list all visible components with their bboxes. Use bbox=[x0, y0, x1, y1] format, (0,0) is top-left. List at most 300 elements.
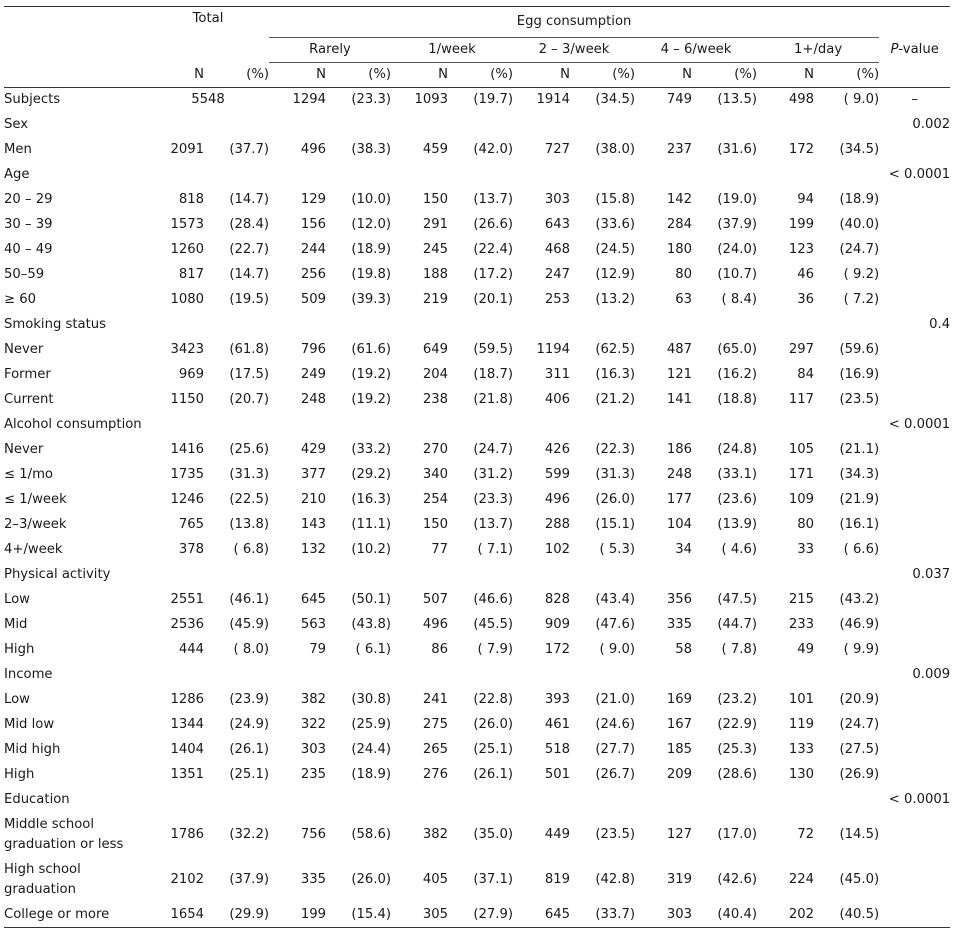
header-egg-consumption: Egg consumption bbox=[269, 7, 879, 38]
row-label: High school graduation bbox=[4, 861, 81, 897]
cell-n: 297 bbox=[788, 342, 815, 357]
cell-n: 1093 bbox=[414, 92, 449, 108]
cell-pct: (46.1) bbox=[229, 592, 270, 607]
cell-pct: ( 7.8) bbox=[721, 642, 758, 657]
cell-n: 46 bbox=[797, 267, 815, 282]
row-label: Low bbox=[4, 592, 30, 607]
cell-pct: (30.8) bbox=[351, 692, 392, 707]
cell-n: 119 bbox=[788, 717, 815, 732]
cell-n: 1286 bbox=[170, 692, 204, 707]
cell-n: 265 bbox=[422, 742, 449, 757]
cell-n: 79 bbox=[309, 642, 327, 657]
cell-pct: (18.9) bbox=[351, 242, 392, 257]
section-header-row bbox=[4, 412, 950, 437]
header-pct: (%) bbox=[490, 67, 514, 82]
subjects-total: 5548 bbox=[191, 92, 225, 108]
cell-pct: (39.3) bbox=[351, 292, 392, 307]
section-label: Physical activity bbox=[4, 567, 111, 582]
row-label: ≤ 1/mo bbox=[4, 467, 53, 482]
cell-n: 172 bbox=[788, 142, 815, 157]
cell-pct: (46.9) bbox=[839, 617, 880, 632]
cell-n: 180 bbox=[666, 242, 693, 257]
cell-pct: (13.7) bbox=[473, 192, 514, 207]
cell-pct: (16.1) bbox=[839, 517, 880, 532]
cell-pvalue-empty bbox=[879, 262, 950, 287]
cell-pct: (20.7) bbox=[229, 392, 270, 407]
cell-pct: (38.3) bbox=[351, 142, 392, 157]
header-pct: (%) bbox=[368, 67, 392, 82]
cell-pct: (23.3) bbox=[473, 492, 514, 507]
cell-pct: (16.3) bbox=[595, 367, 636, 382]
cell-pct: (31.2) bbox=[473, 467, 514, 482]
cell-pct: (21.8) bbox=[473, 392, 514, 407]
cell-n: 80 bbox=[797, 517, 815, 532]
cell-pvalue-empty bbox=[879, 762, 950, 787]
cell-n: 188 bbox=[422, 267, 449, 282]
cell-pct: (40.4) bbox=[717, 906, 758, 922]
cell-n: 245 bbox=[422, 242, 449, 257]
cell-pct: (28.4) bbox=[229, 217, 270, 232]
cell-pct: (25.9) bbox=[351, 717, 392, 732]
table-row bbox=[4, 212, 950, 237]
cell-n: 819 bbox=[544, 872, 571, 887]
cell-n: 199 bbox=[300, 906, 327, 922]
cell-pct: (43.2) bbox=[839, 592, 880, 607]
row-label: ≥ 60 bbox=[4, 292, 37, 307]
cell-pct: (18.9) bbox=[351, 767, 392, 782]
cell-pct: (13.7) bbox=[473, 517, 514, 532]
cell-n: 80 bbox=[675, 267, 693, 282]
cell-pvalue-empty bbox=[879, 512, 950, 537]
cell-n: 1246 bbox=[170, 492, 204, 507]
cell-n: 238 bbox=[422, 392, 449, 407]
section-label: Age bbox=[4, 167, 30, 182]
cell-pct: (17.5) bbox=[229, 367, 270, 382]
cell-n: 34 bbox=[675, 542, 693, 557]
header-n: N bbox=[438, 67, 449, 82]
cell-n: 496 bbox=[544, 492, 571, 507]
cell-n: 171 bbox=[788, 467, 815, 482]
cell-n: 498 bbox=[788, 92, 815, 108]
header-total: Total bbox=[192, 11, 224, 26]
cell-pvalue-empty bbox=[879, 437, 950, 462]
table-row bbox=[4, 537, 950, 562]
cell-pct: (19.2) bbox=[351, 392, 392, 407]
cell-pct: (25.1) bbox=[229, 767, 270, 782]
cell-pct: (37.7) bbox=[229, 142, 270, 157]
table-row bbox=[4, 712, 950, 737]
cell-pct: ( 6.6) bbox=[843, 542, 880, 557]
section-pvalue: 0.002 bbox=[912, 117, 951, 132]
cell-n: 1573 bbox=[170, 217, 204, 232]
cell-n: 141 bbox=[666, 392, 693, 407]
cell-n: 599 bbox=[544, 467, 571, 482]
cell-pct: ( 8.4) bbox=[721, 292, 758, 307]
cell-pvalue-empty bbox=[879, 187, 950, 212]
cell-pct: (42.8) bbox=[595, 872, 636, 887]
table-row bbox=[4, 612, 950, 637]
cell-n: 288 bbox=[544, 517, 571, 532]
cell-n: 219 bbox=[422, 292, 449, 307]
cell-n: 406 bbox=[544, 392, 571, 407]
cell-pct: (10.2) bbox=[351, 542, 392, 557]
cell-pct: (45.9) bbox=[229, 617, 270, 632]
row-label: Subjects bbox=[4, 92, 61, 108]
cell-pct: (34.5) bbox=[595, 92, 636, 108]
cell-pct: (10.0) bbox=[351, 192, 392, 207]
cell-n: 1294 bbox=[292, 92, 327, 108]
cell-n: 72 bbox=[797, 827, 815, 842]
cell-pct: (61.6) bbox=[351, 342, 392, 357]
cell-n: 130 bbox=[788, 767, 815, 782]
cell-n: 248 bbox=[300, 392, 327, 407]
cell-n: 284 bbox=[666, 217, 693, 232]
cell-n: 63 bbox=[675, 292, 693, 307]
cell-n: 311 bbox=[544, 367, 571, 382]
section-header-row bbox=[4, 112, 950, 137]
subjects-row bbox=[4, 87, 950, 112]
cell-pct: (33.2) bbox=[351, 442, 392, 457]
cell-n: 649 bbox=[422, 342, 449, 357]
table-row bbox=[4, 857, 950, 902]
cell-n: 335 bbox=[300, 872, 327, 887]
row-label: Mid high bbox=[4, 742, 61, 757]
cell-n: 215 bbox=[788, 592, 815, 607]
cell-pct: (20.1) bbox=[473, 292, 514, 307]
header-n: N bbox=[316, 67, 327, 82]
cell-n: 209 bbox=[666, 767, 693, 782]
cell-n: 518 bbox=[544, 742, 571, 757]
cell-pct: (21.0) bbox=[595, 692, 636, 707]
cell-n: 1344 bbox=[170, 717, 204, 732]
cell-pct: (14.7) bbox=[229, 267, 270, 282]
table-row bbox=[4, 902, 950, 927]
cell-pct: (27.9) bbox=[473, 906, 514, 922]
cell-pvalue-empty bbox=[879, 137, 950, 162]
row-label: High bbox=[4, 642, 35, 657]
table-row bbox=[4, 737, 950, 762]
cell-pct: (19.5) bbox=[229, 292, 270, 307]
cell-pct: (62.5) bbox=[595, 342, 636, 357]
cell-n: 150 bbox=[422, 192, 449, 207]
cell-pct: (24.5) bbox=[595, 242, 636, 257]
table-row bbox=[4, 362, 950, 387]
cell-pct: (43.4) bbox=[595, 592, 636, 607]
cell-n: 177 bbox=[666, 492, 693, 507]
header-pvalue-p: P bbox=[890, 42, 899, 57]
cell-pct: (47.5) bbox=[717, 592, 758, 607]
cell-pvalue-empty bbox=[879, 387, 950, 412]
row-label: Men bbox=[4, 142, 32, 157]
cell-pct: (35.0) bbox=[473, 827, 514, 842]
cell-n: 303 bbox=[544, 192, 571, 207]
cell-n: 727 bbox=[544, 142, 571, 157]
header-n: N bbox=[194, 66, 204, 82]
cell-pct: (15.4) bbox=[351, 906, 392, 922]
cell-pct: ( 7.1) bbox=[477, 542, 514, 557]
cell-n: 828 bbox=[544, 592, 571, 607]
cell-n: 305 bbox=[422, 906, 449, 922]
cell-pct: ( 9.0) bbox=[843, 92, 880, 108]
cell-n: 133 bbox=[788, 742, 815, 757]
cell-n: 235 bbox=[300, 767, 327, 782]
cell-pct: (34.3) bbox=[839, 467, 880, 482]
table-row bbox=[4, 637, 950, 662]
row-label: Mid low bbox=[4, 717, 55, 732]
cell-n: 501 bbox=[544, 767, 571, 782]
section-pvalue: 0.4 bbox=[929, 317, 951, 332]
cell-pct: (24.7) bbox=[839, 717, 880, 732]
cell-pct: ( 4.6) bbox=[721, 542, 758, 557]
cell-n: 86 bbox=[431, 642, 449, 657]
cell-pct: (45.5) bbox=[473, 617, 514, 632]
cell-pct: (21.1) bbox=[839, 442, 880, 457]
cell-pct: ( 7.2) bbox=[843, 292, 880, 307]
cell-pct: (59.5) bbox=[473, 342, 514, 357]
cell-n: 123 bbox=[788, 242, 815, 257]
cell-n: 84 bbox=[797, 367, 815, 382]
table-row bbox=[4, 137, 950, 162]
cell-n: 645 bbox=[300, 592, 327, 607]
cell-n: 496 bbox=[422, 617, 449, 632]
cell-n: 817 bbox=[178, 267, 204, 282]
cell-n: 172 bbox=[544, 642, 571, 657]
cell-n: 1654 bbox=[170, 906, 204, 922]
section-label: Education bbox=[4, 792, 70, 807]
cell-pct: (15.8) bbox=[595, 192, 636, 207]
cell-n: 253 bbox=[544, 292, 571, 307]
cell-n: 1194 bbox=[536, 342, 571, 357]
cell-pvalue: – bbox=[911, 92, 918, 108]
row-label: 30 – 39 bbox=[4, 217, 53, 232]
cell-pct: (29.2) bbox=[351, 467, 392, 482]
cell-n: 156 bbox=[300, 217, 327, 232]
cell-n: 36 bbox=[797, 292, 815, 307]
cell-n: 322 bbox=[300, 717, 327, 732]
cell-n: 254 bbox=[422, 492, 449, 507]
row-label: ≤ 1/week bbox=[4, 492, 67, 507]
cell-pvalue-empty bbox=[879, 712, 950, 737]
table-row bbox=[4, 512, 950, 537]
cell-pct: (31.3) bbox=[595, 467, 636, 482]
section-pvalue: 0.009 bbox=[912, 667, 951, 682]
cell-pct: (21.2) bbox=[595, 392, 636, 407]
cell-n: 142 bbox=[666, 192, 693, 207]
cell-pct: (22.4) bbox=[473, 242, 514, 257]
cell-pvalue-empty bbox=[879, 902, 950, 927]
row-label: Never bbox=[4, 342, 44, 357]
cell-pct: (23.3) bbox=[351, 92, 392, 108]
cell-pvalue-empty bbox=[879, 212, 950, 237]
cell-pct: ( 5.3) bbox=[599, 542, 636, 557]
cell-pct: (19.0) bbox=[717, 192, 758, 207]
cell-pct: (28.6) bbox=[717, 767, 758, 782]
cell-pct: (58.6) bbox=[351, 827, 392, 842]
cell-pct: (14.7) bbox=[229, 192, 270, 207]
cell-n: 405 bbox=[422, 872, 449, 887]
section-pvalue: 0.037 bbox=[912, 567, 951, 582]
cell-n: 1735 bbox=[170, 467, 204, 482]
cell-n: 1150 bbox=[170, 392, 204, 407]
cell-pct: (27.5) bbox=[839, 742, 880, 757]
cell-pct: (42.0) bbox=[473, 142, 514, 157]
header-group: Rarely bbox=[269, 37, 391, 62]
cell-n: 33 bbox=[797, 542, 815, 557]
cell-pct: (24.4) bbox=[351, 742, 392, 757]
cell-n: 507 bbox=[422, 592, 449, 607]
cell-n: 237 bbox=[666, 142, 693, 157]
table-row bbox=[4, 287, 950, 312]
table-row bbox=[4, 487, 950, 512]
cell-pct: (22.3) bbox=[595, 442, 636, 457]
cell-pct: (13.2) bbox=[595, 292, 636, 307]
cell-pct: ( 9.2) bbox=[843, 267, 880, 282]
cell-pct: (26.9) bbox=[839, 767, 880, 782]
cell-pct: (16.3) bbox=[351, 492, 392, 507]
header-group: 4 – 6/week bbox=[635, 37, 757, 62]
cell-pct: (26.0) bbox=[473, 717, 514, 732]
cell-pvalue-empty bbox=[879, 857, 950, 902]
cell-n: 167 bbox=[666, 717, 693, 732]
cell-pct: (59.6) bbox=[839, 342, 880, 357]
cell-n: 426 bbox=[544, 442, 571, 457]
cell-pct: (19.7) bbox=[473, 92, 514, 108]
cell-pvalue-empty bbox=[879, 462, 950, 487]
cell-n: 382 bbox=[422, 827, 449, 842]
row-label: Middle school graduation or less bbox=[4, 816, 124, 852]
header-pct: (%) bbox=[246, 66, 270, 82]
header-blank bbox=[4, 7, 147, 38]
cell-n: 377 bbox=[300, 467, 327, 482]
cell-n: 382 bbox=[300, 692, 327, 707]
table-row bbox=[4, 437, 950, 462]
cell-n: 303 bbox=[666, 906, 693, 922]
cell-n: 132 bbox=[300, 542, 327, 557]
cell-n: 204 bbox=[422, 367, 449, 382]
header-n: N bbox=[560, 67, 571, 82]
cell-pct: (26.0) bbox=[351, 872, 392, 887]
cell-pct: (26.6) bbox=[473, 217, 514, 232]
table-row bbox=[4, 337, 950, 362]
table-row bbox=[4, 262, 950, 287]
cell-pct: (43.8) bbox=[351, 617, 392, 632]
cell-pvalue-empty bbox=[879, 487, 950, 512]
cell-pct: (10.7) bbox=[717, 267, 758, 282]
section-header-row bbox=[4, 162, 950, 187]
cell-n: 105 bbox=[788, 442, 815, 457]
table-row bbox=[4, 187, 950, 212]
cell-pct: (26.7) bbox=[595, 767, 636, 782]
cell-pct: ( 9.9) bbox=[843, 642, 880, 657]
cell-pct: (65.0) bbox=[717, 342, 758, 357]
cell-pct: (23.2) bbox=[717, 692, 758, 707]
row-label: High bbox=[4, 767, 35, 782]
cell-n: 109 bbox=[788, 492, 815, 507]
cell-pct: (23.6) bbox=[717, 492, 758, 507]
header-pct: (%) bbox=[734, 67, 758, 82]
cell-n: 1080 bbox=[170, 292, 204, 307]
cell-pct: (16.2) bbox=[717, 367, 758, 382]
cell-pct: (31.6) bbox=[717, 142, 758, 157]
cell-pct: (29.9) bbox=[229, 906, 270, 922]
cell-pct: (19.8) bbox=[351, 267, 392, 282]
cell-pct: (47.6) bbox=[595, 617, 636, 632]
cell-n: 340 bbox=[422, 467, 449, 482]
cell-pct: (24.9) bbox=[229, 717, 270, 732]
cell-pct: (25.6) bbox=[229, 442, 270, 457]
cell-pct: (42.6) bbox=[717, 872, 758, 887]
cell-n: 186 bbox=[666, 442, 693, 457]
cell-n: 563 bbox=[300, 617, 327, 632]
cell-pct: (31.3) bbox=[229, 467, 270, 482]
cell-n: 224 bbox=[788, 872, 815, 887]
cell-n: 1404 bbox=[170, 742, 204, 757]
cell-n: 2536 bbox=[170, 617, 204, 632]
cell-pct: (13.5) bbox=[717, 92, 758, 108]
section-label: Smoking status bbox=[4, 317, 107, 332]
row-label: Low bbox=[4, 692, 30, 707]
cell-pct: (17.2) bbox=[473, 267, 514, 282]
cell-pct: (33.1) bbox=[717, 467, 758, 482]
cell-pvalue-empty bbox=[879, 812, 950, 857]
cell-n: 303 bbox=[300, 742, 327, 757]
header-group: 1/week bbox=[391, 37, 513, 62]
cell-n: 468 bbox=[544, 242, 571, 257]
cell-n: 496 bbox=[300, 142, 327, 157]
cell-pct: (37.9) bbox=[229, 872, 270, 887]
table-row bbox=[4, 762, 950, 787]
cell-n: 643 bbox=[544, 217, 571, 232]
table-row bbox=[4, 237, 950, 262]
section-header-row bbox=[4, 312, 950, 337]
cell-pct: (26.1) bbox=[473, 767, 514, 782]
cell-n: 818 bbox=[178, 192, 204, 207]
cell-pct: (18.7) bbox=[473, 367, 514, 382]
cell-pct: (13.8) bbox=[229, 517, 270, 532]
cell-n: 169 bbox=[666, 692, 693, 707]
cell-pct: (25.1) bbox=[473, 742, 514, 757]
cell-n: 1914 bbox=[536, 92, 571, 108]
cell-n: 909 bbox=[544, 617, 571, 632]
cell-n: 3423 bbox=[170, 342, 204, 357]
table-row bbox=[4, 387, 950, 412]
cell-n: 270 bbox=[422, 442, 449, 457]
cell-n: 276 bbox=[422, 767, 449, 782]
cell-pvalue-empty bbox=[879, 337, 950, 362]
cell-pct: (15.1) bbox=[595, 517, 636, 532]
cell-pct: (37.1) bbox=[473, 872, 514, 887]
cell-pct: (22.5) bbox=[229, 492, 270, 507]
section-pvalue: < 0.0001 bbox=[888, 417, 951, 432]
cell-pct: (27.7) bbox=[595, 742, 636, 757]
cell-n: 129 bbox=[300, 192, 327, 207]
cell-n: 199 bbox=[788, 217, 815, 232]
cell-pct: (22.8) bbox=[473, 692, 514, 707]
cell-pct: (13.9) bbox=[717, 517, 758, 532]
cell-pct: ( 7.9) bbox=[477, 642, 514, 657]
cell-n: 1416 bbox=[170, 442, 204, 457]
section-label: Alcohol consumption bbox=[4, 417, 142, 432]
cell-n: 104 bbox=[666, 517, 693, 532]
cell-n: 121 bbox=[666, 367, 693, 382]
cell-pvalue-empty bbox=[879, 687, 950, 712]
cell-pvalue-empty bbox=[879, 637, 950, 662]
cell-n: 247 bbox=[544, 267, 571, 282]
cell-pct: (46.6) bbox=[473, 592, 514, 607]
cell-n: 127 bbox=[666, 827, 693, 842]
cell-pct: (23.9) bbox=[229, 692, 270, 707]
section-header-row bbox=[4, 562, 950, 587]
